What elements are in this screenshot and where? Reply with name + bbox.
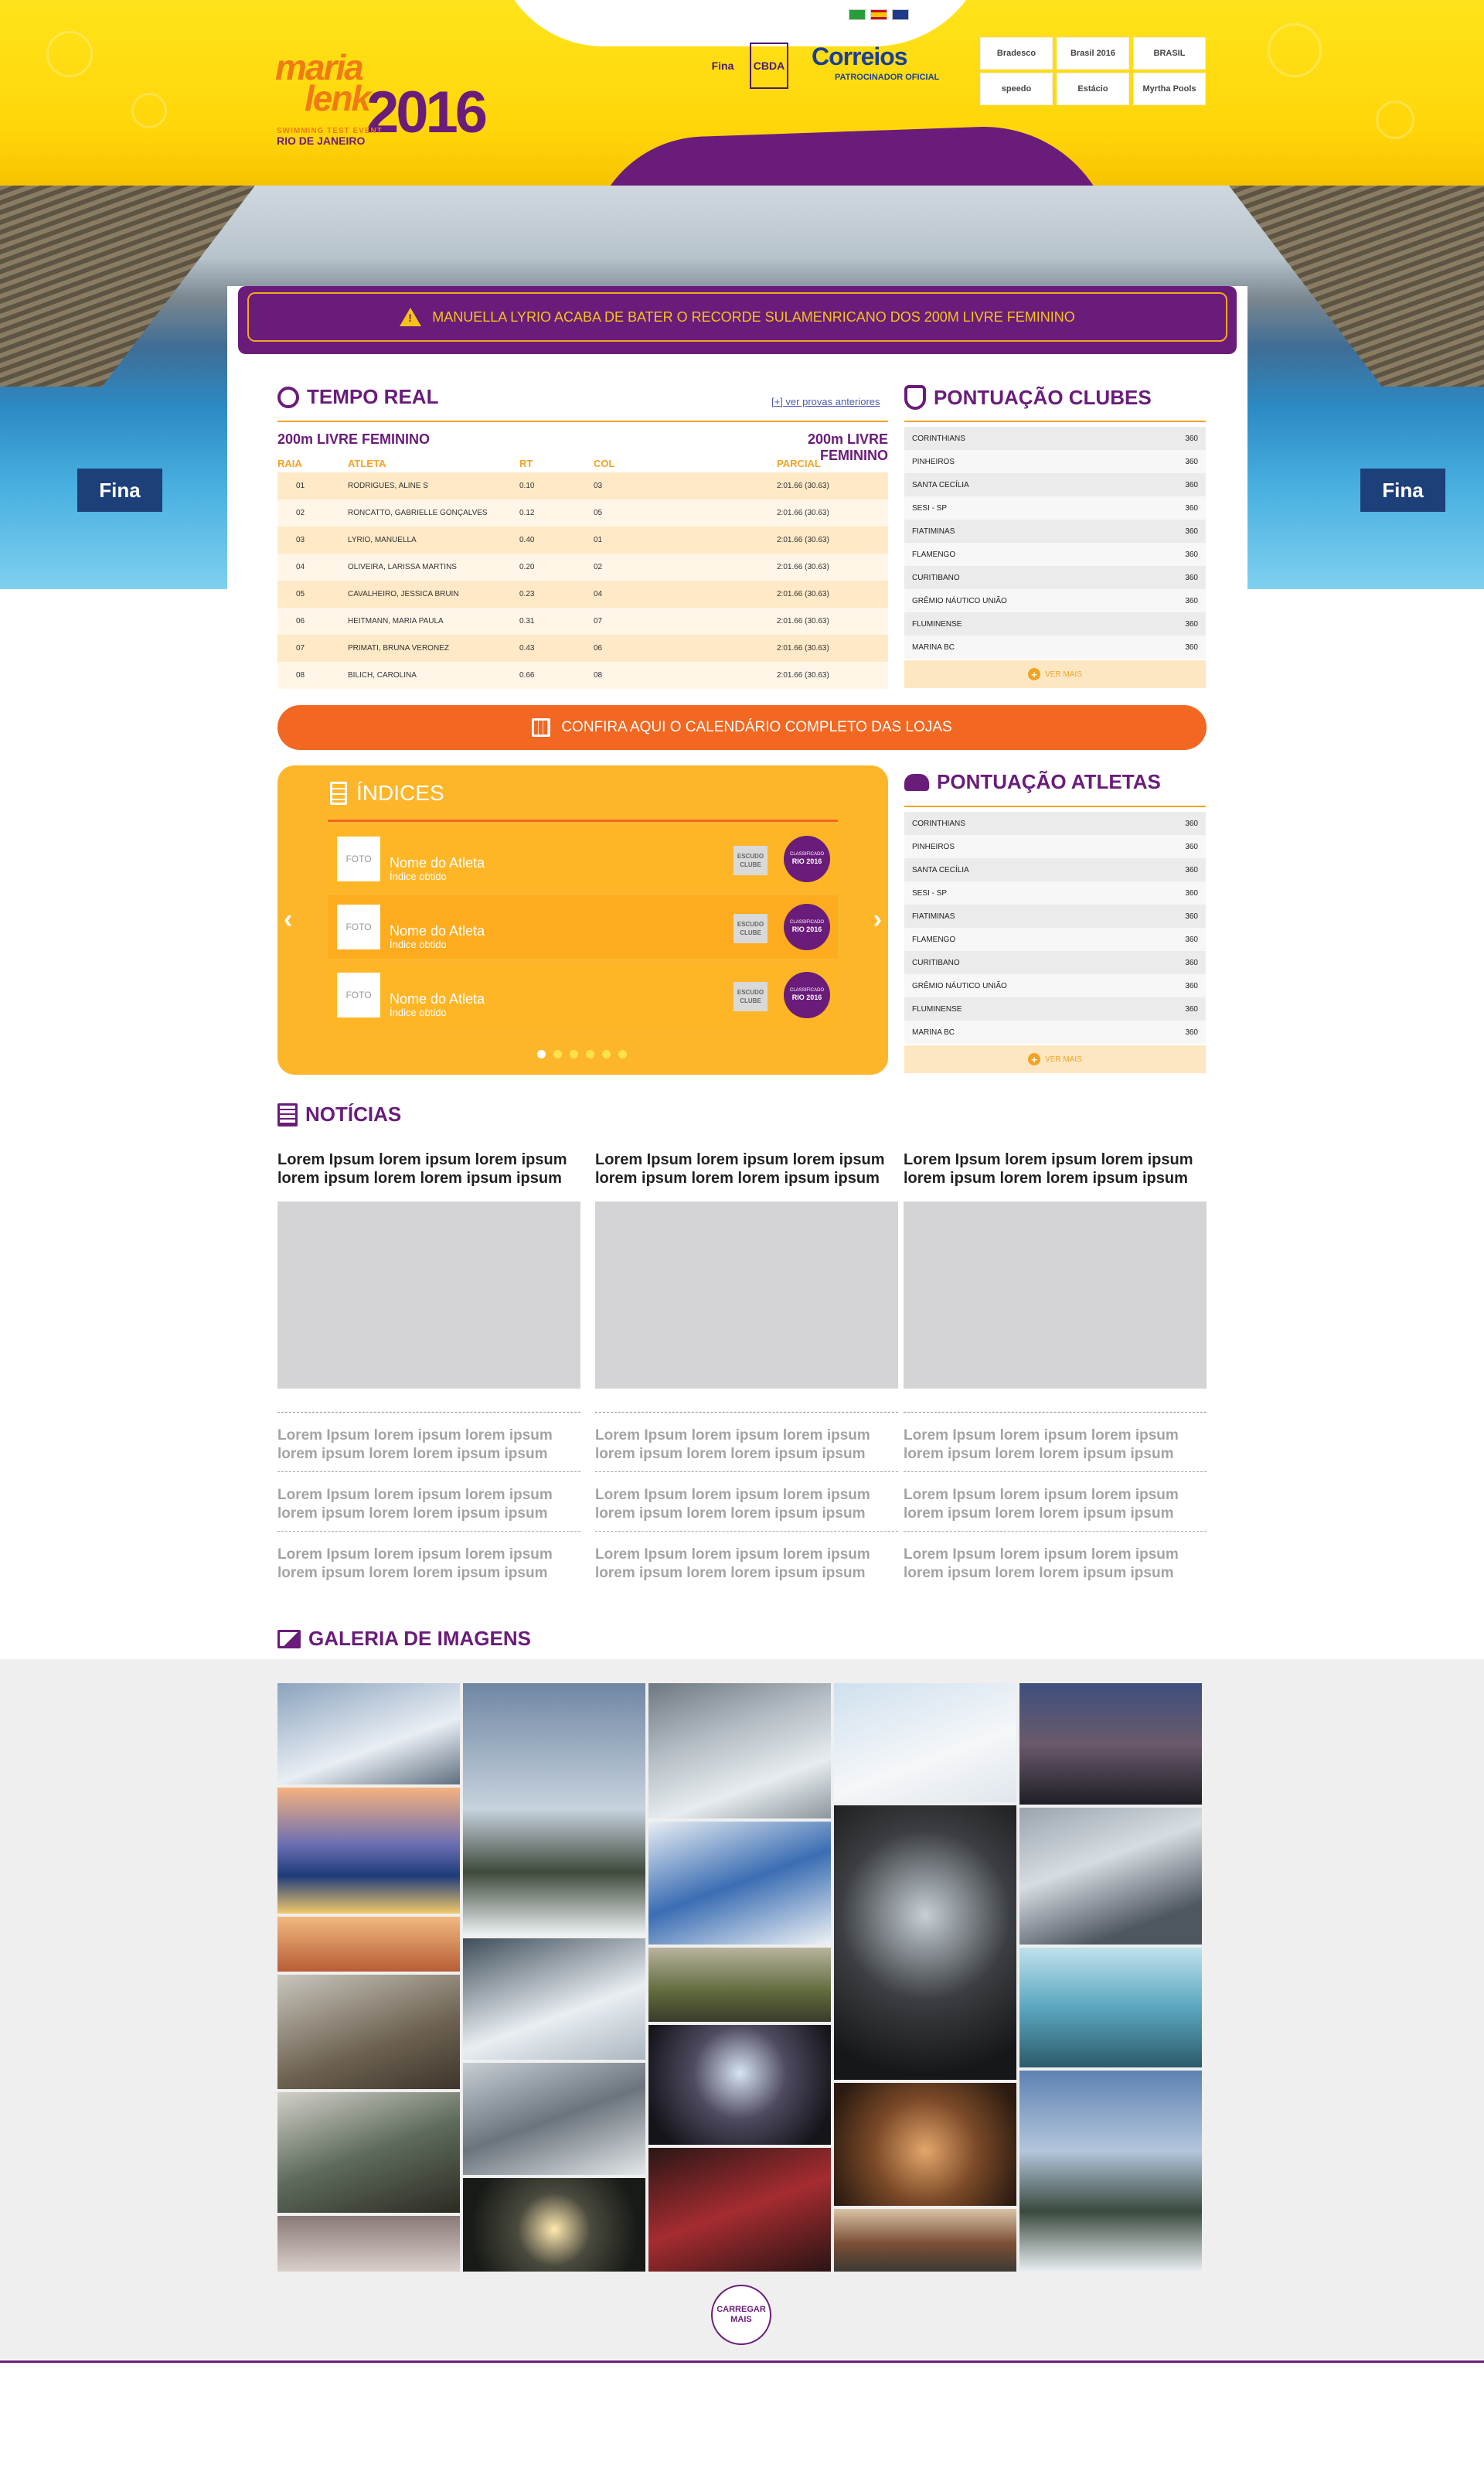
athlete-club-name: FLUMINENSE [912,1005,962,1014]
section-rule [328,820,838,822]
cell-atleta: OLIVEIRA, LARISSA MARTINS [348,563,457,571]
classificado-badge [784,836,830,882]
cell-raia: 07 [296,644,305,653]
cell-col: 08 [594,671,603,680]
badge-bottom: RIO 2016 [791,857,822,865]
cell-rt: 0.12 [519,509,535,517]
results-table-header [277,456,888,473]
cta-label: CONFIRA AQUI O CALENDÁRIO COMPLETO DAS LOJAS [561,719,952,735]
header-purple-wave [585,122,1115,186]
cell-col: 07 [594,617,603,625]
decor-ring [131,93,167,128]
cell-atleta: RONCATTO, GABRIELLE GONÇALVES [348,509,488,517]
badge-top: CLASSIFICADO [789,920,824,925]
gallery-photo[interactable] [648,1822,831,1945]
cell-atleta: LYRIO, MANUELLA [348,536,417,544]
carousel-dot[interactable] [586,1050,594,1058]
cell-col: 04 [594,590,603,598]
athlete-club-name: GRÊMIO NÁUTICO UNIÃO [912,982,1007,990]
list-item [904,835,1206,858]
athlete-club-name: CORINTHIANS [912,820,965,828]
hero-fina-panel: Fina [77,469,162,512]
cell-raia: 05 [296,590,305,598]
gallery-photo[interactable] [277,1917,460,1972]
athlete-points: 360 [1185,982,1198,990]
results-table [277,472,888,689]
news-headline[interactable]: Lorem Ipsum lorem ipsum lorem ipsum lorem ipsum lorem lorem ipsum ipsum [277,1151,567,1187]
logo-text: maria [275,47,362,87]
list-item [904,858,1206,881]
clipboard-icon [330,782,347,805]
crest-text: CLUBE [740,929,761,936]
list-item [904,951,1206,974]
table-row [277,472,888,499]
section-title-text: NOTÍCIAS [305,1103,402,1126]
club-points: 360 [1185,504,1198,513]
athlete-club-name: FIATIMINAS [912,912,955,921]
athlete-photo: FOTO [337,837,380,881]
news-column [277,1150,580,1590]
cell-atleta: RODRIGUES, ALINE S [348,482,428,490]
athlete-name: Nome do Atleta [390,923,485,939]
table-row [277,581,888,608]
tempo-real-title [277,385,438,409]
club-name: SESI - SP [912,504,948,513]
sponsor-logo[interactable]: Brasil 2016 [1057,37,1129,70]
badge-bottom: RIO 2016 [791,994,822,1001]
cell-col: 02 [594,563,603,571]
cell-atleta: CAVALHEIRO, JESSICA BRUIN [348,590,459,598]
sponsor-logo[interactable]: BRASIL [1133,37,1206,70]
crest-text: ESCUDO [737,921,764,928]
divider [277,1531,580,1532]
list-item [904,881,1206,905]
gallery-photo[interactable] [277,1788,460,1914]
crest-text: CLUBE [740,861,761,868]
list-item [904,928,1206,951]
club-name: MARINA BC [912,643,955,652]
sponsor-logo[interactable]: speedo [980,73,1053,105]
decor-ring [46,31,93,77]
alert-text: MANUELLA LYRIO ACABA DE BATER O RECORDE SULAMENRICANO DOS 200M LIVRE FEMININO [432,308,1075,325]
club-crest [733,914,768,943]
cell-rt: 0.20 [519,563,535,571]
cell-atleta: PRIMATI, BRUNA VERONEZ [348,644,449,653]
plus-icon: + [1028,1053,1040,1065]
decor-ring [1268,23,1322,77]
news-column [904,1150,1207,1590]
crest-text: ESCUDO [737,853,764,860]
logo-year: 2016 [366,80,485,145]
club-points: 360 [1185,643,1198,652]
divider [904,1471,1207,1472]
section-rule [277,421,888,422]
es-flag-icon[interactable] [870,9,887,20]
table-row [277,635,888,662]
crest-text: ESCUDO [737,989,764,996]
cell-rt: 0.23 [519,590,535,598]
badge-bottom: RIO 2016 [791,925,822,933]
club-points: 360 [1185,481,1198,489]
col-header: COL [594,458,615,469]
cell-raia: 01 [296,482,305,490]
athlete-club-name: CURITIBANO [912,959,960,967]
uk-flag-icon[interactable] [892,9,909,20]
carousel-prev-arrow[interactable]: ‹ [284,905,293,934]
shield-icon [904,385,926,410]
club-name: SANTA CECÍLIA [912,481,969,489]
carousel-dot[interactable] [602,1050,611,1058]
athlete-points: 360 [1185,843,1198,851]
list-item [904,427,1206,450]
atletas-ranking-list [904,812,1206,1044]
classificado-badge [784,972,830,1018]
classificado-badge [784,904,830,950]
hero-stand-left [0,186,255,387]
ver-provas-anteriores-link[interactable]: [+] ver provas anteriores [771,396,880,407]
club-points: 360 [1185,458,1198,466]
news-headline[interactable]: Lorem Ipsum lorem ipsum lorem ipsum lorem ipsum lorem lorem ipsum ipsum [595,1151,885,1187]
club-name: FLAMENGO [912,550,956,559]
hero-fina-panel: Fina [1360,469,1445,512]
athlete-name: Nome do Atleta [390,991,485,1007]
section-title-text: GALERIA DE IMAGENS [308,1627,531,1650]
table-row [277,554,888,581]
cell-parcial: 2:01.66 (30.63) [777,563,829,571]
carousel-next-arrow[interactable]: › [873,905,882,934]
cell-rt: 0.31 [519,617,535,625]
news-link[interactable]: Lorem Ipsum lorem ipsum lorem ipsum lorem ipsum lorem lorem ipsum ipsum [595,1487,870,1522]
athlete-points: 360 [1185,820,1198,828]
list-item [904,589,1206,612]
carousel-dot[interactable] [570,1050,578,1058]
correios-tagline: PATROCINADOR OFICIAL [835,73,940,82]
news-link[interactable]: Lorem Ipsum lorem ipsum lorem ipsum lorem ipsum lorem lorem ipsum ipsum [904,1546,1179,1581]
carousel-dot[interactable] [618,1050,627,1058]
list-item [904,450,1206,473]
gallery-photo[interactable] [834,1805,1016,2080]
news-alert-banner[interactable] [238,286,1237,354]
club-points: 360 [1185,574,1198,582]
image-icon [277,1630,301,1648]
club-points: 360 [1185,550,1198,559]
gallery-photo[interactable] [463,2063,645,2175]
table-row [277,527,888,554]
list-item [904,496,1206,520]
cell-rt: 0.10 [519,482,535,490]
carousel-dot[interactable] [537,1050,546,1058]
athlete-name: Nome do Atleta [390,855,485,871]
newspaper-icon [277,1103,298,1127]
section-title-text: TEMPO REAL [307,385,439,408]
news-image-placeholder[interactable] [595,1202,898,1389]
clubes-ranking-list [904,427,1206,659]
cell-col: 01 [594,536,603,544]
club-crest [733,846,768,875]
athlete-index-card[interactable] [328,895,838,959]
athlete-points: 360 [1185,866,1198,874]
cell-col: 06 [594,644,603,653]
divider [595,1412,898,1413]
athlete-points: 360 [1185,959,1198,967]
gallery-photo[interactable] [1019,1948,1202,2067]
cell-col: 05 [594,509,603,517]
athlete-index: Índice obtido [390,871,447,882]
gallery-photo[interactable] [648,1948,831,2022]
section-rule [904,421,1206,422]
club-name: FIATIMINAS [912,527,955,536]
gallery-photo[interactable] [463,2178,645,2272]
correios-name: Correios [812,43,907,70]
crest-text: CLUBE [740,997,761,1004]
gallery-photo[interactable] [1019,1808,1202,1945]
list-item [904,974,1206,997]
athlete-index-card[interactable] [328,827,838,891]
event-name: 200m LIVRE FEMININO [277,431,431,447]
badge-top: CLASSIFICADO [789,988,824,993]
athlete-index: Índice obtido [390,939,447,950]
section-title-text: PONTUAÇÃO CLUBES [934,385,1152,409]
section-title-text: PONTUAÇÃO ATLETAS [937,770,1161,793]
cell-raia: 08 [296,671,305,680]
indices-title [330,781,444,806]
athlete-points: 360 [1185,889,1198,898]
cell-raia: 06 [296,617,305,625]
table-row [277,662,888,689]
athlete-points: 360 [1185,1028,1198,1037]
athlete-index-card[interactable] [328,963,838,1027]
warning-icon: ! [400,308,421,326]
cell-raia: 03 [296,536,305,544]
athlete-index: Índice obtido [390,1007,447,1018]
col-header: RT [519,458,533,469]
gallery-photo[interactable] [277,2092,460,2213]
decor-ring [1376,101,1414,139]
sponsor-logo[interactable]: Myrtha Pools [1133,73,1206,105]
divider [595,1471,898,1472]
cell-parcial: 2:01.66 (30.63) [777,617,829,625]
gallery-photo[interactable] [648,2148,831,2272]
site-header [0,0,1484,186]
club-points: 360 [1185,597,1198,605]
carousel-dots [537,1050,627,1058]
indices-carousel [277,765,888,1075]
federation-logos [703,43,788,89]
list-item [904,997,1206,1021]
cell-parcial: 2:01.66 (30.63) [777,644,829,653]
list-item [904,812,1206,835]
header-white-wave [495,0,989,46]
news-column [595,1150,898,1590]
club-name: FLUMINENSE [912,620,962,629]
gallery-photo[interactable] [277,1975,460,2089]
club-name: GRÊMIO NÁUTICO UNIÃO [912,597,1007,605]
col-header: PARCIAL [777,458,821,469]
cbda-logo[interactable]: CBDA [750,43,788,89]
col-header: RAIA [277,458,302,469]
footer-divider [0,2360,1484,2363]
calendar-icon [532,718,550,737]
club-points: 360 [1185,620,1198,629]
cell-rt: 0.40 [519,536,535,544]
gallery-photo[interactable] [648,1683,831,1818]
gallery-photo[interactable] [648,2025,831,2145]
pontuacao-clubes-title [904,385,1152,410]
athlete-photo: FOTO [337,905,380,949]
sponsor-logo[interactable]: Bradesco [980,37,1053,70]
sponsor-grid [980,37,1206,105]
cell-parcial: 2:01.66 (30.63) [777,590,829,598]
hero-stand-right [1229,186,1484,387]
athlete-points: 360 [1185,912,1198,921]
athlete-club-name: SANTA CECÍLIA [912,866,969,874]
br-flag-icon[interactable] [849,9,866,20]
divider [277,1471,580,1472]
language-switcher [849,9,909,20]
sponsor-logo[interactable]: Estácio [1057,73,1129,105]
athlete-club-name: FLAMENGO [912,936,956,944]
gallery-photo[interactable] [834,2209,1016,2272]
gallery-photo[interactable] [277,2216,460,2272]
news-link[interactable]: Lorem Ipsum lorem ipsum lorem ipsum lorem ipsum lorem lorem ipsum ipsum [277,1487,553,1522]
club-name: CORINTHIANS [912,435,965,443]
calendario-cta-button[interactable] [277,705,1207,750]
list-item [904,1021,1206,1044]
gallery-photo[interactable] [1019,2071,1202,2272]
cell-col: 03 [594,482,603,490]
divider [595,1531,898,1532]
logo-text: lenk [305,78,370,118]
plus-icon: + [1028,668,1040,680]
club-name: PINHEIROS [912,458,955,466]
cell-rt: 0.66 [519,671,535,680]
divider [277,1412,580,1413]
divider [904,1412,1207,1413]
gallery-photo[interactable] [277,1683,460,1784]
section-rule [904,806,1206,807]
gallery-photo[interactable] [463,1938,645,2060]
athlete-club-name: MARINA BC [912,1028,955,1037]
badge-top: CLASSIFICADO [789,852,824,857]
logo-city: RIO DE JANEIRO [277,135,366,147]
noticias-title [277,1103,401,1127]
stopwatch-icon [277,387,299,408]
table-row [277,499,888,527]
alert-inner [247,292,1227,342]
athlete-points: 360 [1185,1005,1198,1014]
news-link[interactable]: Lorem Ipsum lorem ipsum lorem ipsum lorem ipsum lorem lorem ipsum ipsum [277,1546,553,1581]
cell-rt: 0.43 [519,644,535,653]
clubes-ver-mais-button[interactable] [904,660,1206,688]
club-name: CURITIBANO [912,574,960,582]
carousel-dot[interactable] [553,1050,562,1058]
club-points: 360 [1185,527,1198,536]
galeria-title [277,1627,531,1651]
athlete-club-name: PINHEIROS [912,843,955,851]
cell-parcial: 2:01.66 (30.63) [777,509,829,517]
load-more-button[interactable]: CARREGAR MAIS [711,2285,771,2345]
col-header: ATLETA [348,458,386,469]
cell-parcial: 2:01.66 (30.63) [777,536,829,544]
list-item [904,612,1206,636]
ver-mais-label: VER MAIS [1045,670,1082,679]
news-link[interactable]: Lorem Ipsum lorem ipsum lorem ipsum lorem ipsum lorem lorem ipsum ipsum [904,1487,1179,1522]
list-item [904,520,1206,543]
news-link[interactable]: Lorem Ipsum lorem ipsum lorem ipsum lorem ipsum lorem lorem ipsum ipsum [904,1427,1179,1462]
list-item [904,905,1206,928]
athlete-points: 360 [1185,936,1198,944]
list-item [904,566,1206,589]
cell-atleta: HEITMANN, MARIA PAULA [348,617,444,625]
news-link[interactable]: Lorem Ipsum lorem ipsum lorem ipsum lorem ipsum lorem lorem ipsum ipsum [277,1427,553,1462]
atletas-ver-mais-button[interactable] [904,1045,1206,1073]
news-headline[interactable]: Lorem Ipsum lorem ipsum lorem ipsum lorem ipsum lorem lorem ipsum ipsum [904,1151,1193,1187]
news-link[interactable]: Lorem Ipsum lorem ipsum lorem ipsum lorem ipsum lorem lorem ipsum ipsum [595,1546,870,1581]
users-icon [904,774,929,791]
cell-raia: 04 [296,563,305,571]
news-image-placeholder[interactable] [904,1202,1207,1389]
list-item [904,473,1206,496]
ver-mais-label: VER MAIS [1045,1055,1082,1064]
athlete-club-name: SESI - SP [912,889,948,898]
club-crest [733,982,768,1011]
gallery-photo[interactable] [834,1683,1016,1802]
club-points: 360 [1185,435,1198,443]
gallery-photo[interactable] [463,1683,645,1935]
correios-logo[interactable] [812,43,958,97]
cell-parcial: 2:01.66 (30.63) [777,671,829,680]
divider [904,1531,1207,1532]
list-item [904,636,1206,659]
logo-subtitle: SWIMMING TEST EVENT [277,127,383,135]
news-image-placeholder[interactable] [277,1202,580,1389]
cell-raia: 02 [296,509,305,517]
cell-parcial: 2:01.66 (30.63) [777,482,829,490]
table-row [277,608,888,635]
section-title-text: ÍNDICES [356,781,444,805]
maria-lenk-logo[interactable] [275,46,485,147]
cell-atleta: BILICH, CAROLINA [348,671,417,680]
gallery-photo[interactable] [1019,1683,1202,1805]
fina-logo[interactable]: Fina [711,60,734,72]
news-link[interactable]: Lorem Ipsum lorem ipsum lorem ipsum lorem ipsum lorem lorem ipsum ipsum [595,1427,870,1462]
athlete-photo: FOTO [337,973,380,1017]
pontuacao-atletas-title [904,770,1161,794]
gallery-photo[interactable] [834,2083,1016,2206]
event-name: 200m LIVRE FEMININO [807,431,888,463]
list-item [904,543,1206,566]
